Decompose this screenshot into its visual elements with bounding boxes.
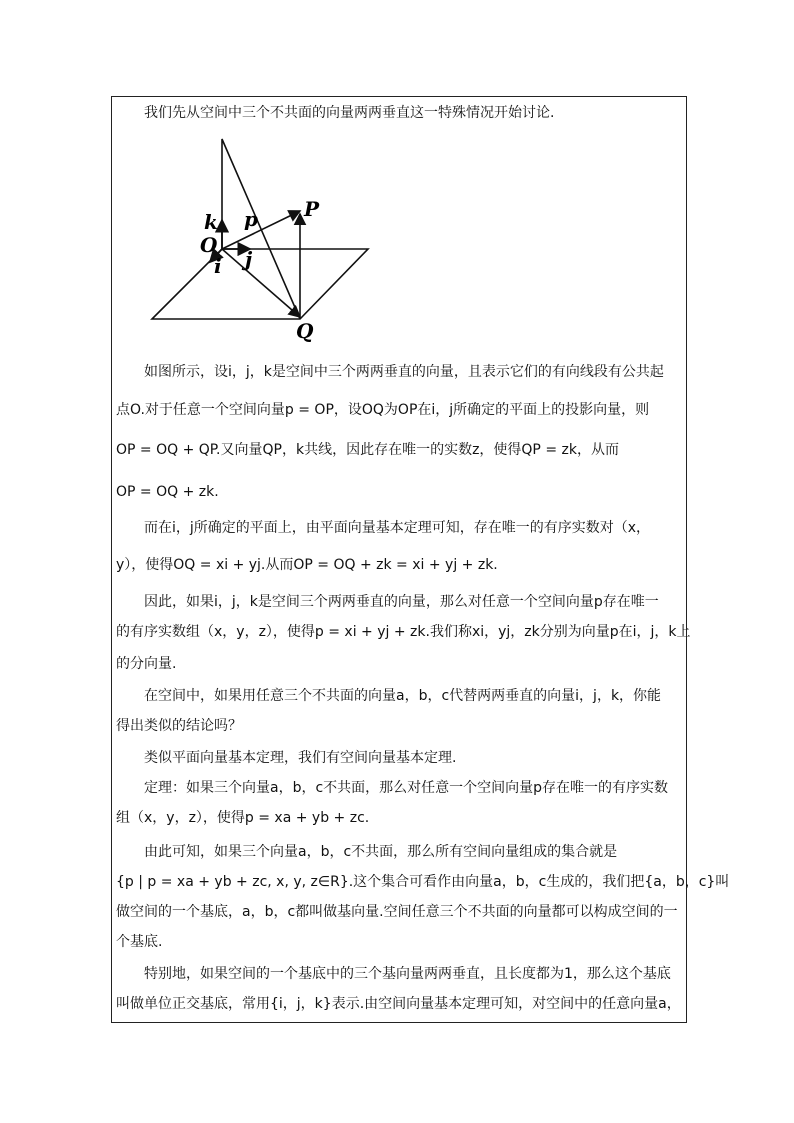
paragraph-line: 组（x，y，z），使得p = xa + yb + zc. xyxy=(116,810,370,826)
paragraph-line: {p | p = xa + yb + zc, x, y, z∈R}.这个集合可看作由向量a，b，c生成的，我们把{a，b，c}叫 xyxy=(116,874,730,890)
vertical-plane xyxy=(222,139,300,319)
paragraph-line: 由此可知，如果三个向量a，b，c不共面，那么所有空间向量组成的集合就是 xyxy=(144,844,618,860)
vector-op xyxy=(222,211,300,249)
paragraph-line: 点O.对于任意一个空间向量p = OP，设OQ为OP在i，j所确定的平面上的投影向量，则 xyxy=(116,402,650,418)
paragraph-line: 做空间的一个基底，a，b，c都叫做基向量.空间任意三个不共面的向量都可以构成空间的一 xyxy=(116,904,678,920)
paragraph-line: 的有序实数组（x，y，z），使得p = xi + yj + zk.我们称xi，yj，zk分别为向量p在i，j，k上 xyxy=(116,624,691,640)
paragraph-line: 定理：如果三个向量a，b，c不共面，那么对任意一个空间向量p存在唯一的有序实数 xyxy=(144,780,669,796)
vector-figure xyxy=(140,134,380,346)
label-i: i xyxy=(214,254,222,278)
label-Q: Q xyxy=(296,319,314,343)
paragraph-line: 而在i，j所确定的平面上，由平面向量基本定理可知，存在唯一的有序实数对（x， xyxy=(144,520,651,536)
paragraph-line: 得出类似的结论吗？ xyxy=(116,718,242,734)
label-p: p xyxy=(244,207,258,231)
paragraph-line: OP = OQ + zk. xyxy=(116,484,219,500)
paragraph-line: 如图所示，设i，j，k是空间中三个两两垂直的向量，且表示它们的有向线段有公共起 xyxy=(144,364,664,380)
horizontal-plane xyxy=(152,249,368,319)
paragraph-intro: 我们先从空间中三个不共面的向量两两垂直这一特殊情况开始讨论. xyxy=(144,105,555,121)
paragraph-line: 特别地，如果空间的一个基底中的三个基向量两两垂直，且长度都为1，那么这个基底 xyxy=(144,966,671,982)
paragraph-line: OP = OQ + QP.又向量QP，k共线，因此存在唯一的实数z，使得QP = zk，从而 xyxy=(116,442,619,458)
vector-oq xyxy=(222,249,300,317)
label-P: P xyxy=(304,197,320,221)
paragraph-line: 的分向量. xyxy=(116,656,177,672)
label-O: O xyxy=(200,233,218,257)
paragraph-line: 类似平面向量基本定理，我们有空间向量基本定理. xyxy=(144,750,457,766)
label-k: k xyxy=(204,210,218,234)
paragraph-line: 叫做单位正交基底，常用{i，j，k}表示.由空间向量基本定理可知，对空间中的任意向量a， xyxy=(116,996,681,1012)
paragraph-line: y），使得OQ = xi + yj.从而OP = OQ + zk = xi + yj + zk. xyxy=(116,557,498,573)
paragraph-line: 在空间中，如果用任意三个不共面的向量a，b，c代替两两垂直的向量i，j，k，你能 xyxy=(144,688,662,704)
label-j: j xyxy=(245,247,253,271)
paragraph-line: 个基底. xyxy=(116,934,163,950)
paragraph-line: 因此，如果i，j，k是空间三个两两垂直的向量，那么对任意一个空间向量p存在唯一 xyxy=(144,594,659,610)
